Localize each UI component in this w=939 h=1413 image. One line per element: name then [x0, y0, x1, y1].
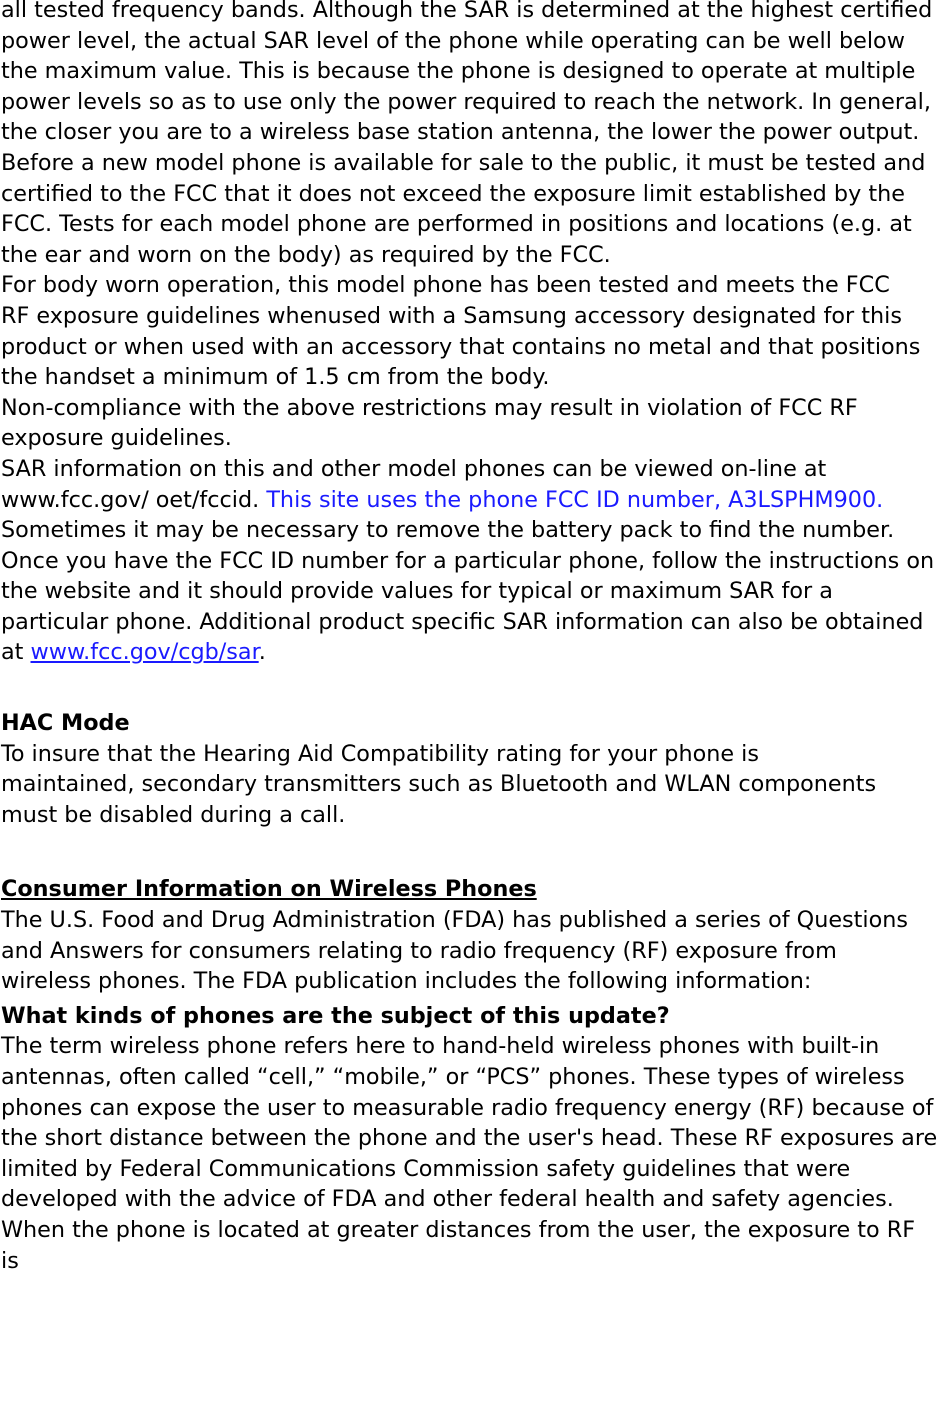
document-page — [1, 0, 939, 1276]
paragraph-sar-info — [1, 454, 939, 668]
sar-info-text-start: SAR information on this and other model phones can be viewed on-line at www.fcc.gov/ oet/fccid. — [1, 455, 827, 513]
sar-info-text-end: . — [258, 639, 266, 666]
fcc-id-note: This site uses the phone FCC ID number, A3LSPHM900. — [266, 486, 884, 513]
paragraph-sar-levels: all tested frequency bands. Although the SAR is determined at the highest certified power level, the actual SAR level of the phone while operating can be well below the maximum value. This is because the phone is designed to operate at multiple power levels so as to use only the power required to reach the network. In general, the closer you are to a wireless base station antenna, the lower the power output. — [1, 0, 933, 146]
consumer-info-paragraph: The U.S. Food and Drug Administration (FDA) has published a series of Questions and Answers for consumers relating to radio frequency (RF) exposure from wireless phones. The FDA publication includes the following information: — [1, 907, 908, 995]
question-heading: What kinds of phones are the subject of this update? — [1, 1002, 670, 1029]
sar-info-text-middle: Sometimes it may be necessary to remove the battery pack to find the number. Once you have the FCC ID number for a particular phone, follow the instructions on the website and it should provide values for typical or maximum SAR for a particular phone. Additional product specific SAR information can also be obtained at — [1, 517, 935, 666]
question-paragraph: The term wireless phone refers here to hand-held wireless phones with built-in antennas, often called “cell,” “mobile,” or “PCS” phones. These types of wireless phones can expose the user to measurable radio frequency energy (RF) because of the short distance between the phone and the user's head. These RF exposures are limited by Federal Communications Commission safety guidelines that were developed with the advice of FDA and other federal health and safety agencies. When the phone is located at greater distances from the user, the exposure to RF is — [1, 1033, 938, 1274]
paragraph-fcc-certification: Before a new model phone is available for sale to the public, it must be tested and certified to the FCC that it does not exceed the exposure limit established by the FCC. Tests for each model phone are performed in positions and locations (e.g. at the ear and worn on the body) as required by the FCC. — [1, 149, 926, 268]
paragraph-non-compliance: Non-compliance with the above restrictions may result in violation of FCC RF exposure guidelines. — [1, 394, 858, 452]
paragraph-body-worn: For body worn operation, this model phone has been tested and meets the FCC RF exposure guidelines whenused with a Samsung accessory designated for this product or when used with an accessory that contains no metal and that positions the handset a minimum of 1.5 cm from the body. — [1, 272, 921, 391]
fcc-sar-link[interactable]: www.fcc.gov/cgb/sar — [30, 639, 259, 666]
consumer-info-heading: Consumer Information on Wireless Phones — [1, 876, 537, 903]
spacer — [1, 668, 939, 708]
hac-mode-paragraph: To insure that the Hearing Aid Compatibility rating for your phone is maintained, secondary transmitters such as Bluetooth and WLAN components must be disabled during a call. — [1, 740, 877, 828]
spacer — [1, 830, 939, 874]
hac-mode-heading: HAC Mode — [1, 710, 130, 737]
